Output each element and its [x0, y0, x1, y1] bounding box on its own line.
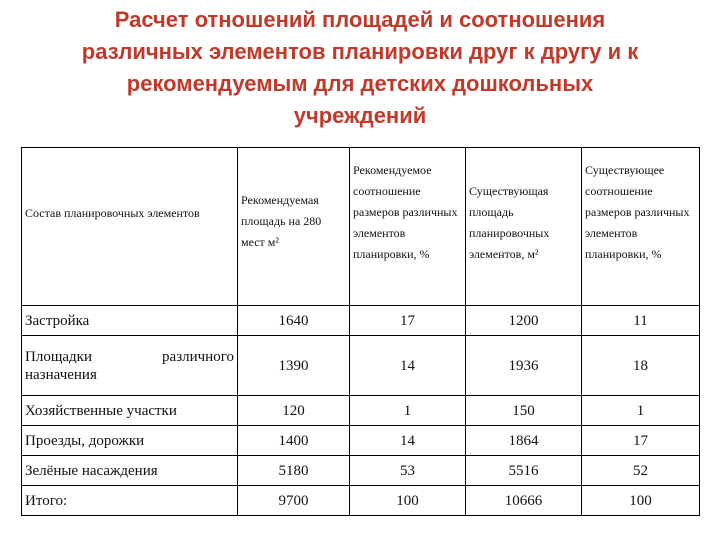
table-row-total: [22, 486, 700, 516]
row-rec-area: 1390: [238, 336, 350, 396]
header-existing-area: Существующая площадь планировочных элементов, м²: [466, 148, 582, 306]
data-table: [21, 147, 700, 516]
page-title: Расчет отношений площадей и соотношения различных элементов планировки друг к другу и к рекомендуемым для детских дошкольных учреждений: [81, 7, 639, 128]
table-row: [22, 306, 700, 336]
row-rec-area: 1400: [238, 426, 350, 456]
row-ex-area: 150: [466, 396, 582, 426]
row-ex-ratio: 17: [582, 426, 700, 456]
row-rec-ratio: 100: [350, 486, 466, 516]
row-ex-area: 1864: [466, 426, 582, 456]
row-rec-ratio: 14: [350, 336, 466, 396]
row-name: Проезды, дорожки: [22, 426, 238, 456]
row-ex-area: 10666: [466, 486, 582, 516]
header-composition: Состав планировочных элементов: [22, 148, 238, 306]
row-ex-ratio: 100: [582, 486, 700, 516]
table-row: [22, 396, 700, 426]
row-rec-area: 1640: [238, 306, 350, 336]
header-recommended-ratio: Рекомендуемое соотношение размеров различных элементов планировки, %: [350, 148, 466, 306]
row-name: [22, 336, 238, 396]
table-row: [22, 336, 700, 396]
row-name-line-2: назначения: [25, 366, 97, 383]
row-ex-ratio: 11: [582, 306, 700, 336]
row-ex-ratio: 52: [582, 456, 700, 486]
row-ex-ratio: 18: [582, 336, 700, 396]
header-existing-ratio: Существующее соотношение размеров различных элементов планировки, %: [582, 148, 700, 306]
table-row: [22, 456, 700, 486]
row-ex-ratio: 1: [582, 396, 700, 426]
header-recommended-area: Рекомендуемая площадь на 280 мест м²: [238, 148, 350, 306]
row-rec-area: 5180: [238, 456, 350, 486]
row-name: Хозяйственные участки: [22, 396, 238, 426]
row-rec-area: 120: [238, 396, 350, 426]
table-header-row: [22, 148, 700, 306]
row-rec-ratio: 14: [350, 426, 466, 456]
row-rec-ratio: 53: [350, 456, 466, 486]
row-ex-area: 1200: [466, 306, 582, 336]
row-ex-area: 1936: [466, 336, 582, 396]
row-rec-ratio: 1: [350, 396, 466, 426]
row-rec-ratio: 17: [350, 306, 466, 336]
table-row: [22, 426, 700, 456]
row-ex-area: 5516: [466, 456, 582, 486]
row-rec-area: 9700: [238, 486, 350, 516]
row-name: Зелёные насаждения: [22, 456, 238, 486]
row-name-word-1: Площадки: [25, 348, 92, 365]
row-name: Итого:: [22, 486, 238, 516]
row-name-word-2: различного: [162, 348, 234, 365]
row-name: Застройка: [22, 306, 238, 336]
